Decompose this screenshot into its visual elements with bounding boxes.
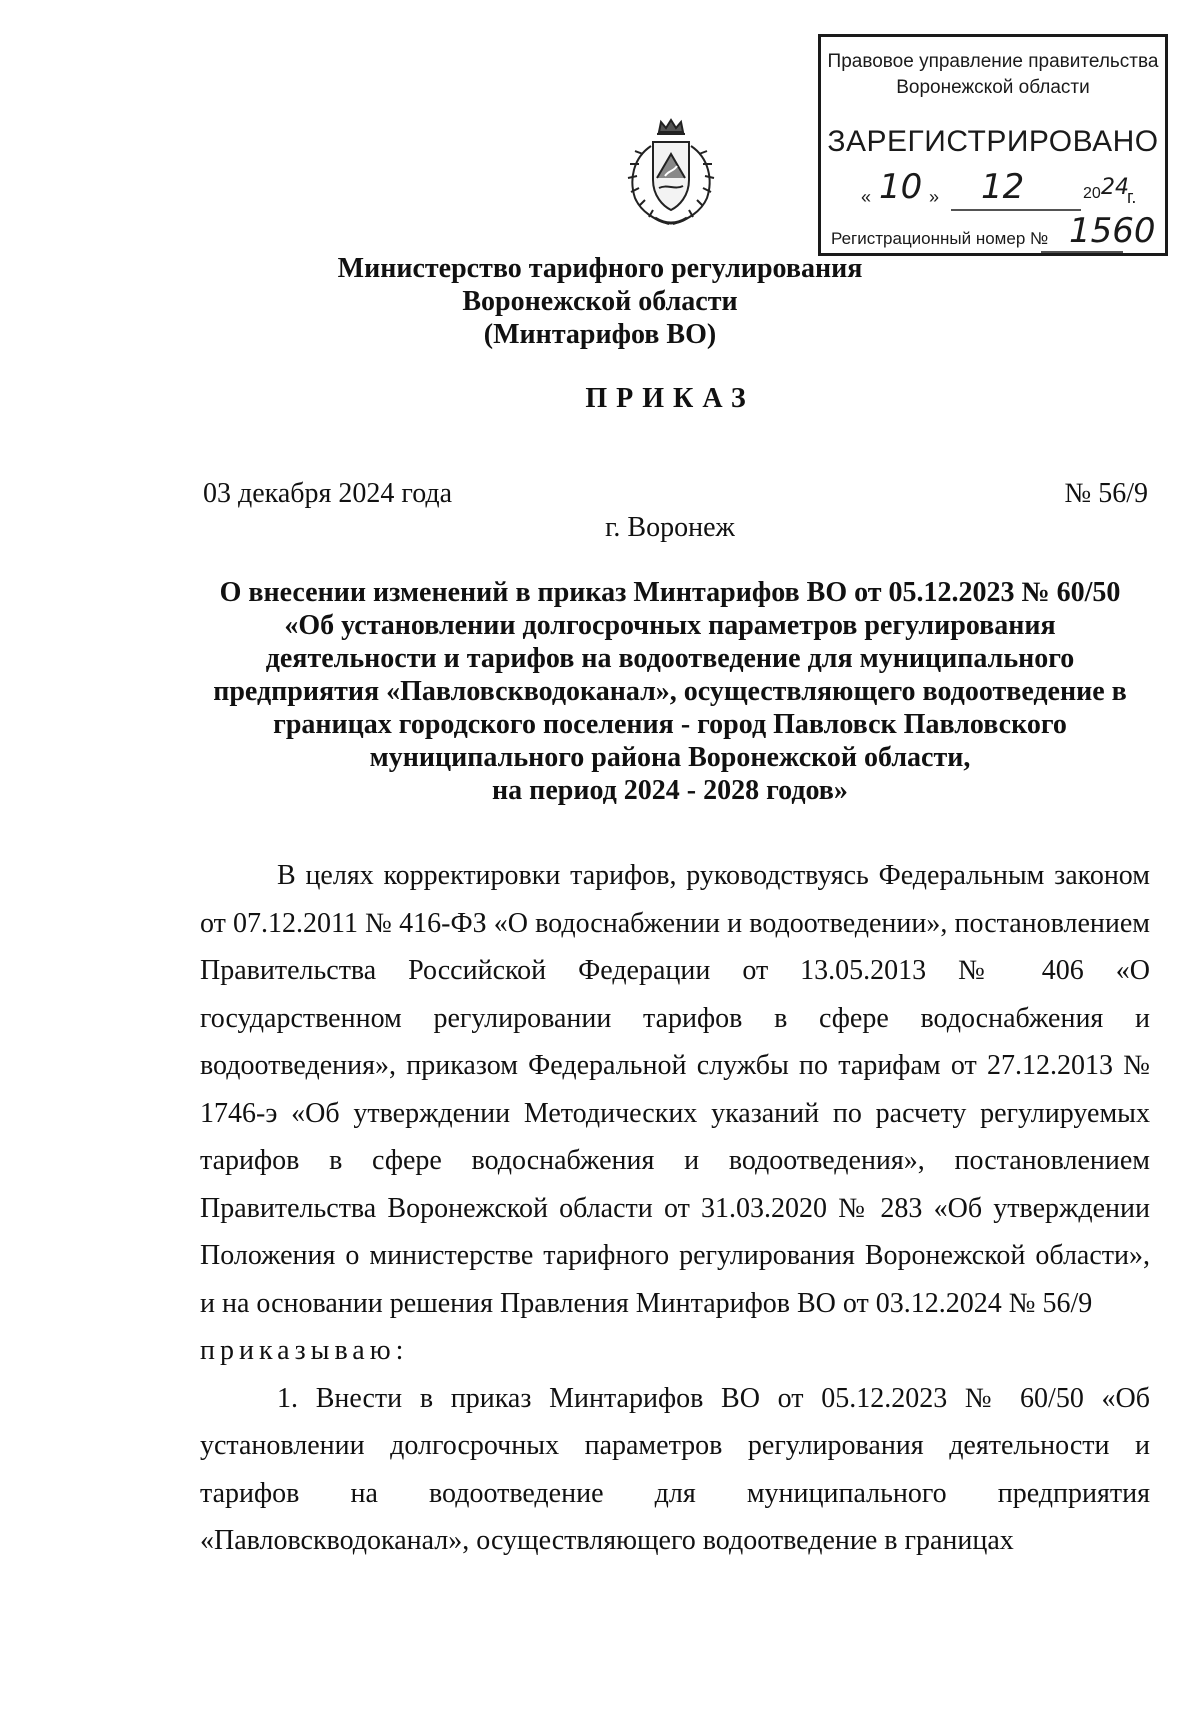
stamp-organization	[821, 49, 1165, 101]
stamp-date	[861, 167, 1151, 217]
registration-stamp	[818, 34, 1168, 256]
ministry-line2: Воронежской области	[462, 286, 738, 317]
clause-1-paragraph: 1. Внести в приказ Минтарифов ВО от 05.12.2023 № 60/50 «Об установлении долгосрочных параметров регулирования деятельности и тарифов на водоотведение для муниципального предприятия «Павловскводоканал», осуществляющего водоотведение в границах	[200, 1382, 1150, 1556]
stamp-quote-open: «	[861, 187, 872, 207]
order-title: ПРИКАЗ	[585, 383, 755, 414]
stamp-year-prefix: 20	[1083, 185, 1101, 202]
order-number: № 56/9	[1064, 478, 1148, 509]
ministry-name	[0, 252, 1200, 351]
stamp-registered-label: ЗАРЕГИСТРИРОВАНО	[827, 125, 1159, 158]
order-date: 03 декабря 2024 года	[203, 478, 453, 509]
heading-line3: деятельности и тарифов на водоотведение для муниципального	[265, 643, 1075, 674]
heading-line5: границах городского поселения - город Павловск Павловского	[273, 709, 1067, 740]
stamp-year-suffix: 24	[1101, 175, 1129, 200]
order-city: г. Воронеж	[605, 512, 735, 543]
stamp-year-unit: г.	[1127, 187, 1137, 207]
ministry-line1: Министерство тарифного регулирования	[337, 253, 863, 284]
stamp-quote-close: »	[929, 187, 940, 207]
stamp-month-underline	[951, 207, 1081, 213]
stamp-day: 10	[879, 167, 923, 207]
heading-line2: «Об установлении долгосрочных параметров регулирования	[284, 610, 1056, 641]
ministry-line3: (Минтарифов ВО)	[483, 319, 717, 350]
coat-of-arms-icon	[621, 118, 721, 230]
stamp-organization-line1: Правовое управление правительства	[827, 51, 1159, 72]
order-word: приказываю:	[200, 1335, 409, 1366]
heading-line4: предприятия «Павловскводоканал», осуществляющего водоотведение в	[213, 676, 1127, 707]
stamp-registration-number-value: 1560	[1069, 211, 1156, 251]
order-body	[200, 852, 1150, 1565]
order-heading	[180, 576, 1160, 807]
heading-line1: О внесении изменений в приказ Минтарифов ВО от 05.12.2023 № 60/50	[219, 577, 1121, 608]
stamp-registration-number-label: Регистрационный номер №	[831, 229, 1049, 248]
stamp-organization-line2: Воронежской области	[896, 77, 1090, 98]
stamp-month: 12	[981, 167, 1025, 207]
heading-line6: муниципального района Воронежской области,	[369, 742, 971, 773]
preamble-paragraph: В целях корректировки тарифов, руководствуясь Федеральным законом от 07.12.2011 № 416-ФЗ «О водоснабжении и водоотведении», постановлением Правительства Российской Федерации от 13.05.2013 № 406 «О государственном регулировании тарифов в сфере водоснабжения и водоотведения», приказом Федеральной службы по тарифам от 27.12.2013 № 1746-э «Об утверждении Методических указаний по расчету регулируемых тарифов в сфере водоснабжения и водоотведения», постановлением Правительства Воронежской области от 31.03.2020 № 283 «Об утверждении Положения о министерстве тарифного регулирования Воронежской области», и на основании решения Правления Минтарифов ВО от 03.12.2024 № 56/9	[200, 860, 1150, 1319]
heading-line7: на период 2024 - 2028 годов»	[492, 775, 848, 806]
